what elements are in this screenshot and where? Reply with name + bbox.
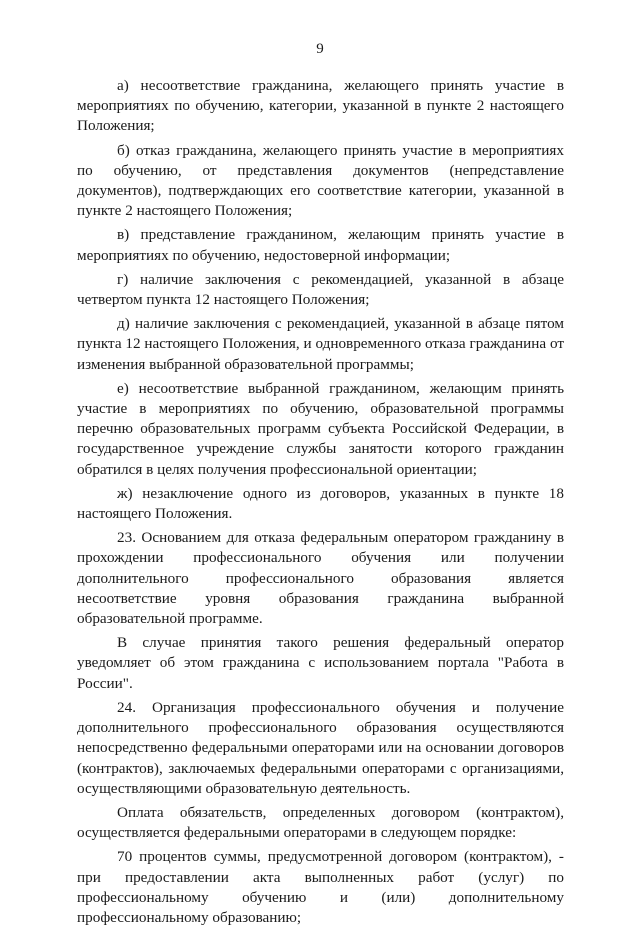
paragraph-item-g: г) наличие заключения с рекомендацией, указанной в абзаце четвертом пункта 12 настоящего Положения; [77,270,564,309]
paragraph-item-a: а) несоответствие гражданина, желающего принять участие в мероприятиях по обучению, категории, указанной в пункте 2 настоящего Положения; [77,77,564,135]
paragraph-item-b: б) отказ гражданина, желающего принять участие в мероприятиях по обучению, от представления документов (непредставление документов), подтверждающих его соответствие категории, указанной в пункте 2 настоящего Положения; [77,141,564,220]
paragraph-item-zh: ж) незаключение одного из договоров, указанных в пункте 18 настоящего Положения. [77,484,564,523]
page-number: 9 [316,41,324,57]
paragraph-payment-order: Оплата обязательств, определенных договором (контрактом), осуществляется федеральными операторами в следующем порядке: [77,803,564,842]
document-body [77,72,564,928]
paragraph-clause-24: 24. Организация профессионального обучения и получение дополнительного профессионального образования осуществляются непосредственно федеральными операторами или на основании договоров (контрактов), заключаемых федеральными операторами с организациями, осуществляющими образовательную деятельность. [77,698,564,797]
paragraph-item-e: е) несоответствие выбранной гражданином, желающим принять участие в мероприятиях по обучению, образовательной программы перечню образовательных программ субъекта Российской Федерации, в государственное учреждение службы занятости которого гражданин обратился в целях получения профессиональной ориентации; [77,379,564,478]
paragraph-item-v: в) представление гражданином, желающим принять участие в мероприятиях по обучению, недостоверной информации; [77,226,564,264]
paragraph-item-d: д) наличие заключения с рекомендацией, указанной в абзаце пятом пункта 12 настоящего Положения, и одновременного отказа гражданина от изменения выбранной образовательной программы; [77,315,564,373]
paragraph-notification: В случае принятия такого решения федеральный оператор уведомляет об этом гражданина с использованием портала "Работа в России". [77,634,564,692]
paragraph-payment-70-percent: 70 процентов суммы, предусмотренной договором (контрактом), - при предоставлении акта выполненных работ (услуг) по профессиональному обучению и (или) дополнительному профессиональному образованию; [77,848,564,926]
paragraph-clause-23: 23. Основанием для отказа федеральным оператором гражданину в прохождении профессионального обучения или получении дополнительного профессионального образования является несоответствие уровня образования гражданина выбранной образовательной программе. [77,529,564,628]
